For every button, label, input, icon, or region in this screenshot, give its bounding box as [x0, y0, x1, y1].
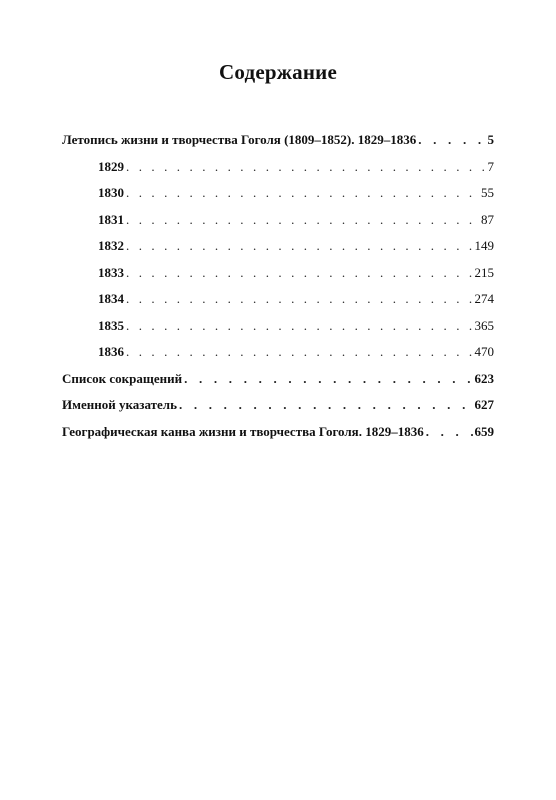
toc-entry-1836[interactable]: [62, 344, 494, 371]
toc-entry-title: 1833: [98, 264, 124, 280]
toc-entry-title: 1835: [98, 317, 124, 333]
toc-entry-1830[interactable]: [62, 185, 494, 212]
toc-entry-1832[interactable]: [62, 238, 494, 265]
page-title: Содержание: [219, 60, 337, 84]
toc-entry-title: Именной указатель: [62, 397, 177, 412]
table-of-contents: [62, 132, 494, 450]
toc-entry-title: 1829: [98, 158, 124, 174]
toc-entry-page: 87: [481, 211, 494, 227]
toc-entry-page: 274: [474, 291, 494, 306]
dot-leader: [184, 371, 472, 387]
toc-entry-1834[interactable]: [62, 291, 494, 318]
dot-leader: [126, 185, 479, 201]
toc-entry-geography[interactable]: [62, 424, 494, 451]
dot-leader: [126, 291, 473, 307]
toc-entry-page: 215: [474, 264, 494, 280]
toc-entry-page: 55: [481, 185, 494, 200]
toc-entry-1833[interactable]: [62, 265, 494, 292]
toc-entry-page: 7: [487, 158, 494, 174]
toc-entry-title: Летопись жизни и творчества Гоголя (1809–1852). 1829–1836: [62, 132, 417, 147]
toc-entry-abbreviations[interactable]: [62, 371, 494, 398]
dot-leader: [126, 159, 486, 175]
toc-entry-title: Список сокращений: [62, 370, 183, 386]
dot-leader: [418, 132, 485, 148]
toc-entry-page: 470: [474, 344, 494, 359]
toc-entry-title: 1832: [98, 238, 124, 253]
toc-entry-page: 365: [474, 317, 494, 333]
toc-entry-1831[interactable]: [62, 212, 494, 239]
toc-entry-title: 1834: [98, 291, 124, 306]
toc-entry-chronicle[interactable]: [62, 132, 494, 159]
toc-entry-page: 627: [474, 397, 494, 412]
dot-leader: [426, 424, 473, 440]
dot-leader: [126, 265, 473, 281]
toc-entry-page: 5: [487, 132, 494, 147]
dot-leader: [126, 238, 473, 254]
dot-leader: [126, 212, 479, 228]
dot-leader: [126, 318, 473, 334]
dot-leader: [126, 344, 473, 360]
toc-entry-title: 1831: [98, 211, 124, 227]
toc-entry-1835[interactable]: [62, 318, 494, 345]
toc-entry-page: 623: [474, 370, 494, 386]
toc-entry-name-index[interactable]: [62, 397, 494, 424]
toc-entry-title: Географическая канва жизни и творчества Гоголя. 1829–1836: [62, 423, 424, 439]
toc-entry-title: 1830: [98, 185, 124, 200]
toc-entry-title: 1836: [98, 344, 124, 359]
dot-leader: [179, 397, 473, 413]
toc-entry-1829[interactable]: [62, 159, 494, 186]
toc-entry-page: 149: [474, 238, 494, 253]
toc-entry-page: 659: [474, 423, 494, 439]
